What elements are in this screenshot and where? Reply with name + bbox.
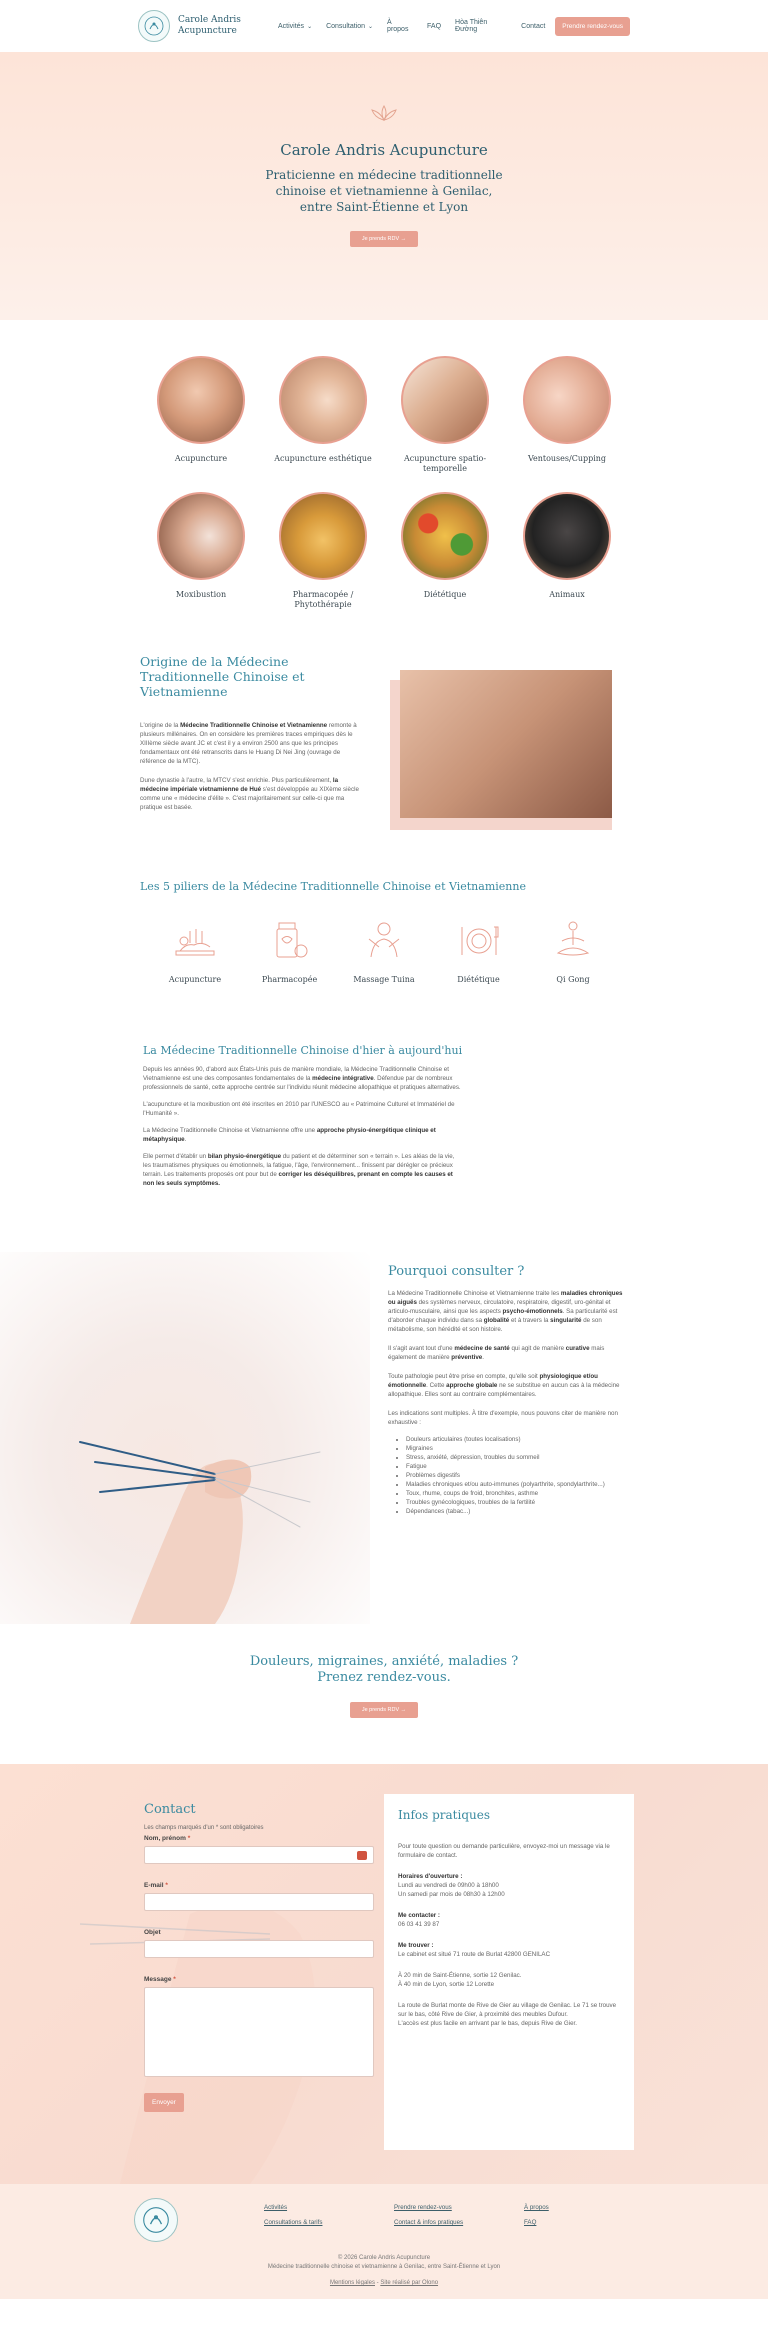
list-item: • Toux, rhume, coups de froid, bronchites, asthme [406, 1489, 628, 1498]
field-label-name [144, 1835, 374, 1842]
origin-title-line1: Origine de la Médecine [140, 654, 289, 669]
why-text [388, 1264, 628, 1516]
origin-title-line2: Traditionnelle Chinoise et [140, 669, 305, 684]
text-bold: médecine de santé [454, 1345, 510, 1352]
history-paragraph-1 [143, 1065, 463, 1092]
address-text: Le cabinet est situé 71 route de Burlat 42800 GENILAC [398, 1951, 551, 1958]
logo-text [178, 15, 248, 37]
service-image [279, 492, 367, 580]
info-route [398, 2001, 620, 2028]
text-run: . [482, 1354, 484, 1361]
service-label-line1: Acupuncture [174, 454, 228, 463]
subject-input[interactable] [144, 1940, 374, 1958]
services-grid [0, 356, 768, 610]
info-title: Infos pratiques [398, 1808, 491, 1822]
copyright-text: © 2026 Carole Andris Acupuncture [337, 2255, 431, 2261]
site-logo[interactable] [138, 10, 248, 42]
text-run: La Médecine Traditionnelle Chinoise et Vietnamienne offre une [143, 1127, 317, 1134]
service-label [384, 590, 506, 600]
footer-link[interactable]: FAQ [524, 2219, 537, 2226]
service-image [401, 492, 489, 580]
main-nav [278, 19, 545, 33]
footer-legal [0, 2280, 768, 2286]
text-bold: maladies chroniques ou aiguës [388, 1290, 623, 1306]
logo-line2: Acupuncture [178, 26, 237, 36]
text-run: du patient et de déterminer son « terrain ». Les aléas de la vie, les traumatismes physiques ou émotionnels, la fatigue, l'âge, l'environnement... finissent par dérégler ce précieux terrain. Les traitements proposés ont pour but de [143, 1153, 455, 1178]
hero-section [0, 52, 768, 320]
service-label [506, 454, 628, 464]
why-consult-section [0, 1252, 768, 1624]
service-label [140, 454, 262, 464]
service-acupuncture-esthetique[interactable] [262, 356, 384, 474]
info-location [398, 1941, 620, 1959]
origin-paragraph-1 [140, 721, 360, 766]
why-paragraph-1 [388, 1289, 628, 1334]
cta-section [0, 1624, 768, 1764]
cta-line1: Douleurs, migraines, anxiété, maladies ? [249, 1654, 519, 1669]
info-contact [398, 1911, 620, 1929]
info-hours [398, 1872, 620, 1899]
hours-line: Lundi au vendredi de 09h00 à 18h00 [398, 1882, 499, 1889]
required-note: Les champs marqués d'un * sont obligatoires [144, 1825, 264, 1831]
footer-tagline: Médecine traditionnelle chinoise et vietnamienne à Genilac, entre Saint-Étienne et Lyon [267, 2264, 501, 2270]
text-run: Toute pathologie peut être prise en compte, qu'elle soit [388, 1373, 540, 1380]
pillars-title: Les 5 piliers de la Médecine Traditionnelle Chinoise et Vietnamienne [140, 880, 526, 893]
service-image [157, 356, 245, 444]
text-run: mais également de manière [388, 1345, 605, 1361]
hours-label: Horaires d'ouverture : [398, 1873, 463, 1880]
service-label-line1: Pharmacopée / [292, 590, 354, 599]
field-label-email [144, 1882, 374, 1889]
hero-subtitle-line3: entre Saint-Étienne et Lyon [299, 200, 469, 214]
logo-emblem-icon [138, 10, 170, 42]
nav-label: Activités [278, 22, 305, 30]
text-run: de son métabolisme, son hérédité et son histoire. [388, 1317, 602, 1333]
needles-hand-photo [0, 1252, 370, 1624]
service-image [279, 356, 367, 444]
service-label-line1: Ventouses/Cupping [527, 454, 607, 463]
footer-link[interactable]: Contact & infos pratiques [394, 2219, 464, 2226]
logo-line1: Carole Andris [178, 15, 241, 25]
service-pharmacopee[interactable] [262, 492, 384, 610]
text-bold: la médecine impériale vietnamienne de Hué [140, 777, 339, 793]
meditation-icon [550, 917, 596, 963]
pillars-row [140, 917, 628, 984]
label-text: Message [144, 1976, 172, 1983]
separator: - [374, 2280, 381, 2286]
service-label-line1: Acupuncture spatio- [403, 454, 487, 463]
text-bold: médecine intégrative [312, 1075, 374, 1082]
service-label [506, 590, 628, 600]
email-input[interactable] [144, 1893, 374, 1911]
service-ventouses[interactable] [506, 356, 628, 474]
text-run: Depuis les années 90, d'abord aux États-Unis puis de manière mondiale, la Médecine Traditionnelle Chinoise et Vietnamienne est une des composantes fondamentales de la [143, 1066, 449, 1082]
footer-copyright [0, 2254, 768, 2272]
herbal-jar-icon [267, 917, 313, 963]
list-item: • Maladies chroniques et/ou auto-immunes (polyarthrite, spondylarthrite...) [406, 1480, 628, 1489]
why-paragraph-4: Les indications sont multiples. À titre d'exemple, nous pouvons citer de manière non exhaustive : [388, 1410, 618, 1426]
nav-label: Consultation [326, 22, 366, 30]
service-label-line1: Acupuncture esthétique [274, 454, 372, 463]
origin-image-frame [400, 670, 622, 830]
service-image [401, 356, 489, 444]
list-item: • Troubles gynécologiques, troubles de la fertilité [406, 1498, 628, 1507]
massage-icon [361, 917, 407, 963]
service-image [523, 356, 611, 444]
text-run: et à travers la [509, 1317, 551, 1324]
text-run: s'est développée au XIXème siècle comme une « médecine d'élite ». C'est majoritairement sur celle-ci que ma pratique est basée. [140, 786, 359, 811]
footer-link[interactable]: Consultations & tarifs [264, 2219, 323, 2226]
book-appointment-button[interactable]: Prendre rendez-vous [555, 17, 630, 36]
nav-faq[interactable]: FAQ [427, 22, 442, 30]
pillar-label: Pharmacopée [261, 975, 318, 984]
service-label-line1: Diététique [423, 590, 467, 599]
autofill-icon[interactable] [357, 1851, 367, 1860]
contact-label: Me contacter : [398, 1912, 440, 1919]
credit-link[interactable]: Site réalisé par Olono [380, 2280, 439, 2286]
text-bold: préventive [451, 1354, 483, 1361]
service-image [157, 492, 245, 580]
hero-subtitle [0, 167, 768, 215]
service-label [384, 454, 506, 474]
pillar-massage-tuina [339, 917, 429, 984]
text-run: . Cette [426, 1382, 447, 1389]
text-run: des systèmes nerveux, circulatoire, respiratoire, digestif, uro-génital et articulo-musculaire, ainsi que les aspects [388, 1299, 611, 1315]
text-bold: globalité [483, 1317, 510, 1324]
history-section [0, 1044, 768, 1188]
service-label [140, 590, 262, 600]
nav-consultation[interactable] [326, 23, 373, 30]
list-item: • Fatigue [406, 1462, 628, 1471]
site-header [0, 0, 768, 52]
history-paragraph-2: L'acupuncture et la moxibustion ont été inscrites en 2010 par l'UNESCO au « Patrimoine Culturel et Immatériel de l'Humanité ». [143, 1101, 455, 1117]
find-label: Me trouver : [398, 1942, 434, 1949]
pillar-label: Acupuncture [168, 975, 222, 984]
why-paragraph-3 [388, 1372, 628, 1399]
distance-line: À 40 min de Lyon, sortie 12 Lorette [398, 1981, 495, 1988]
text-bold: approche physio-énergétique clinique et métaphysique [143, 1127, 436, 1143]
cta-line2: Prenez rendez-vous. [317, 1670, 451, 1685]
required-mark: * [165, 1882, 168, 1889]
services-section [0, 320, 768, 610]
chevron-down-icon: ⌄ [368, 23, 374, 30]
pillar-pharmacopee [245, 917, 335, 984]
cta-title [0, 1654, 768, 1686]
service-label-line2: temporelle [423, 464, 467, 473]
service-moxibustion[interactable] [140, 492, 262, 610]
field-label-message [144, 1976, 374, 1983]
send-button[interactable]: Envoyer [144, 2093, 184, 2112]
text-run: Elle permet d'établir un [143, 1153, 208, 1160]
service-animaux[interactable] [506, 492, 628, 610]
required-mark: * [173, 1976, 176, 1983]
text-bold: bilan physio-énergétique [207, 1153, 282, 1160]
contact-form [144, 1802, 374, 2112]
nav-activites[interactable] [278, 23, 312, 30]
text-bold: curative [565, 1345, 590, 1352]
footer-link[interactable]: Activités [264, 2204, 288, 2211]
text-run: Il s'agit avant tout d'une [388, 1345, 455, 1352]
info-intro: Pour toute question ou demande particulière, envoyez-moi un message via le formulaire de contact. [398, 1843, 610, 1859]
why-title: Pourquoi consulter ? [388, 1264, 525, 1279]
hours-line: Un samedi par mois de 08h30 à 12h00 [398, 1891, 505, 1898]
label-text: Objet [144, 1929, 161, 1936]
field-label-subject [144, 1929, 374, 1936]
why-paragraph-2 [388, 1344, 628, 1362]
text-bold: corriger les déséquilibres, prenant en compte les causes et non les seuls symptômes. [143, 1171, 453, 1187]
message-textarea[interactable] [144, 1987, 374, 2077]
pillar-label: Diététique [457, 975, 500, 984]
contact-section [0, 1764, 768, 2184]
info-distances [398, 1971, 620, 1989]
origin-title-line3: Vietnamienne [140, 684, 228, 699]
legal-link[interactable]: Mentions légales [329, 2280, 375, 2286]
required-mark: * [187, 1835, 191, 1842]
list-item: • Douleurs articulaires (toutes localisations) [406, 1435, 628, 1444]
service-acupuncture-spatio-temporelle[interactable] [384, 356, 506, 474]
origin-section [0, 654, 768, 830]
practical-info-card [384, 1794, 634, 2150]
text-run: L'origine de la [140, 722, 181, 729]
hero-subtitle-line2: chinoise et vietnamienne à Genilac, [275, 184, 493, 198]
text-run: . [184, 1136, 187, 1143]
label-text: E-mail [144, 1882, 164, 1889]
list-item: • Dépendances (tabac...) [406, 1507, 628, 1516]
service-dietetique[interactable] [384, 492, 506, 610]
footer-links [264, 2204, 584, 2226]
distance-line: À 20 min de Saint-Étienne, sortie 12 Genilac. [398, 1972, 522, 1979]
pillar-label: Qi Gong [556, 975, 590, 984]
service-label [262, 454, 384, 464]
pillar-qi-gong [528, 917, 618, 984]
origin-paragraph-2 [140, 776, 360, 812]
text-run: remonte à plusieurs millénaires. On en considère les premières traces empiriques dès le XIIIème siècle avant JC et c'est il y a environ 2500 ans que les principes fondamentaux ont été retranscrits dans le Huang Di Nei Jing (ouvrage de référence de la MTC). [140, 722, 357, 765]
pillar-dietetique [434, 917, 524, 984]
footer-link[interactable]: Prendre rendez-vous [394, 2204, 452, 2211]
cta-book-button[interactable]: Je prends RDV → [350, 1702, 418, 1718]
hero-subtitle-line1: Praticienne en médecine traditionnelle [265, 168, 503, 182]
history-paragraph-4 [143, 1152, 463, 1188]
text-run: . Défendue par de nombreux professionnels de santé, cette approche centrée sur l'individu réunit médecine allopathique et pratiques alternatives. [143, 1075, 461, 1091]
text-bold: Médecine Traditionnelle Chinoise et Vietnamienne [180, 722, 328, 729]
pillar-label: Massage Tuina [353, 975, 415, 984]
text-run: qui agit de manière [509, 1345, 566, 1352]
history-paragraph-3 [143, 1126, 463, 1144]
service-label-line2: Phytothérapie [294, 600, 352, 609]
list-item: • Problèmes digestifs [406, 1471, 628, 1480]
list-item: • Migraines [406, 1444, 628, 1453]
acupuncture-icon [172, 917, 218, 963]
chevron-down-icon: ⌄ [307, 23, 313, 30]
service-label-line1: Animaux [549, 590, 585, 599]
service-label-line1: Moxibustion [175, 590, 227, 599]
origin-title [140, 654, 360, 699]
contact-title: Contact [144, 1802, 196, 1817]
phone-number[interactable]: 06 03 41 39 87 [398, 1921, 440, 1928]
site-footer [0, 2184, 768, 2299]
text-run: La Médecine Traditionnelle Chinoise et Vietnamienne traite les [388, 1290, 561, 1297]
text-run: . Sa particularité est d'aborder chaque individu dans sa [388, 1308, 618, 1324]
history-title: La Médecine Traditionnelle Chinoise d'hier à aujourd'hui [143, 1044, 463, 1057]
pillars-section [0, 880, 768, 984]
text-bold: psycho-émotionnels [502, 1308, 563, 1315]
service-image [523, 492, 611, 580]
text-bold: physiologique et/ou émotionnelle [388, 1373, 598, 1389]
footer-logo-icon[interactable] [134, 2198, 178, 2242]
footer-link[interactable]: À propos [524, 2204, 549, 2211]
nav-contact[interactable]: Contact [521, 22, 546, 30]
label-text: Nom, prénom [144, 1835, 186, 1842]
name-input[interactable] [144, 1846, 374, 1864]
text-bold: approche globale [446, 1382, 498, 1389]
hero-book-button[interactable]: Je prends RDV → [350, 231, 418, 247]
indications-list [388, 1435, 628, 1516]
service-label [262, 590, 384, 610]
service-acupuncture[interactable] [140, 356, 262, 474]
acupuncture-treatment-photo [400, 670, 612, 818]
hero-title: Carole Andris Acupuncture [280, 141, 488, 159]
text-run: ne se substitue en aucun cas à la médecine allopathique. Elles sont au contraire complémentaires. [388, 1382, 620, 1398]
text-bold: singularité [550, 1317, 582, 1324]
pillar-acupuncture [150, 917, 240, 984]
lotus-icon [0, 104, 768, 127]
plate-cutlery-icon [456, 917, 502, 963]
needles-illustration [0, 1252, 370, 1624]
text-run: Dune dynastie à l'autre, la MTCV s'est enrichie. Plus particulièrement, [140, 777, 333, 784]
nav-hoa-thien-duong[interactable]: Hòa Thiên Đường [455, 19, 488, 33]
list-item: • Stress, anxiété, dépression, troubles du sommeil [406, 1453, 628, 1462]
access-text: L'accès est plus facile en arrivant par le bas, depuis Rive de Gier. [398, 2020, 577, 2027]
route-text: La route de Burlat monte de Rive de Gier au village de Genilac. Le 71 se trouve sur le bas, côté Rive de Gier, à proximité des meubles Dufour. [398, 2002, 617, 2018]
nav-a-propos[interactable]: À propos [387, 19, 409, 33]
origin-text [140, 654, 360, 830]
